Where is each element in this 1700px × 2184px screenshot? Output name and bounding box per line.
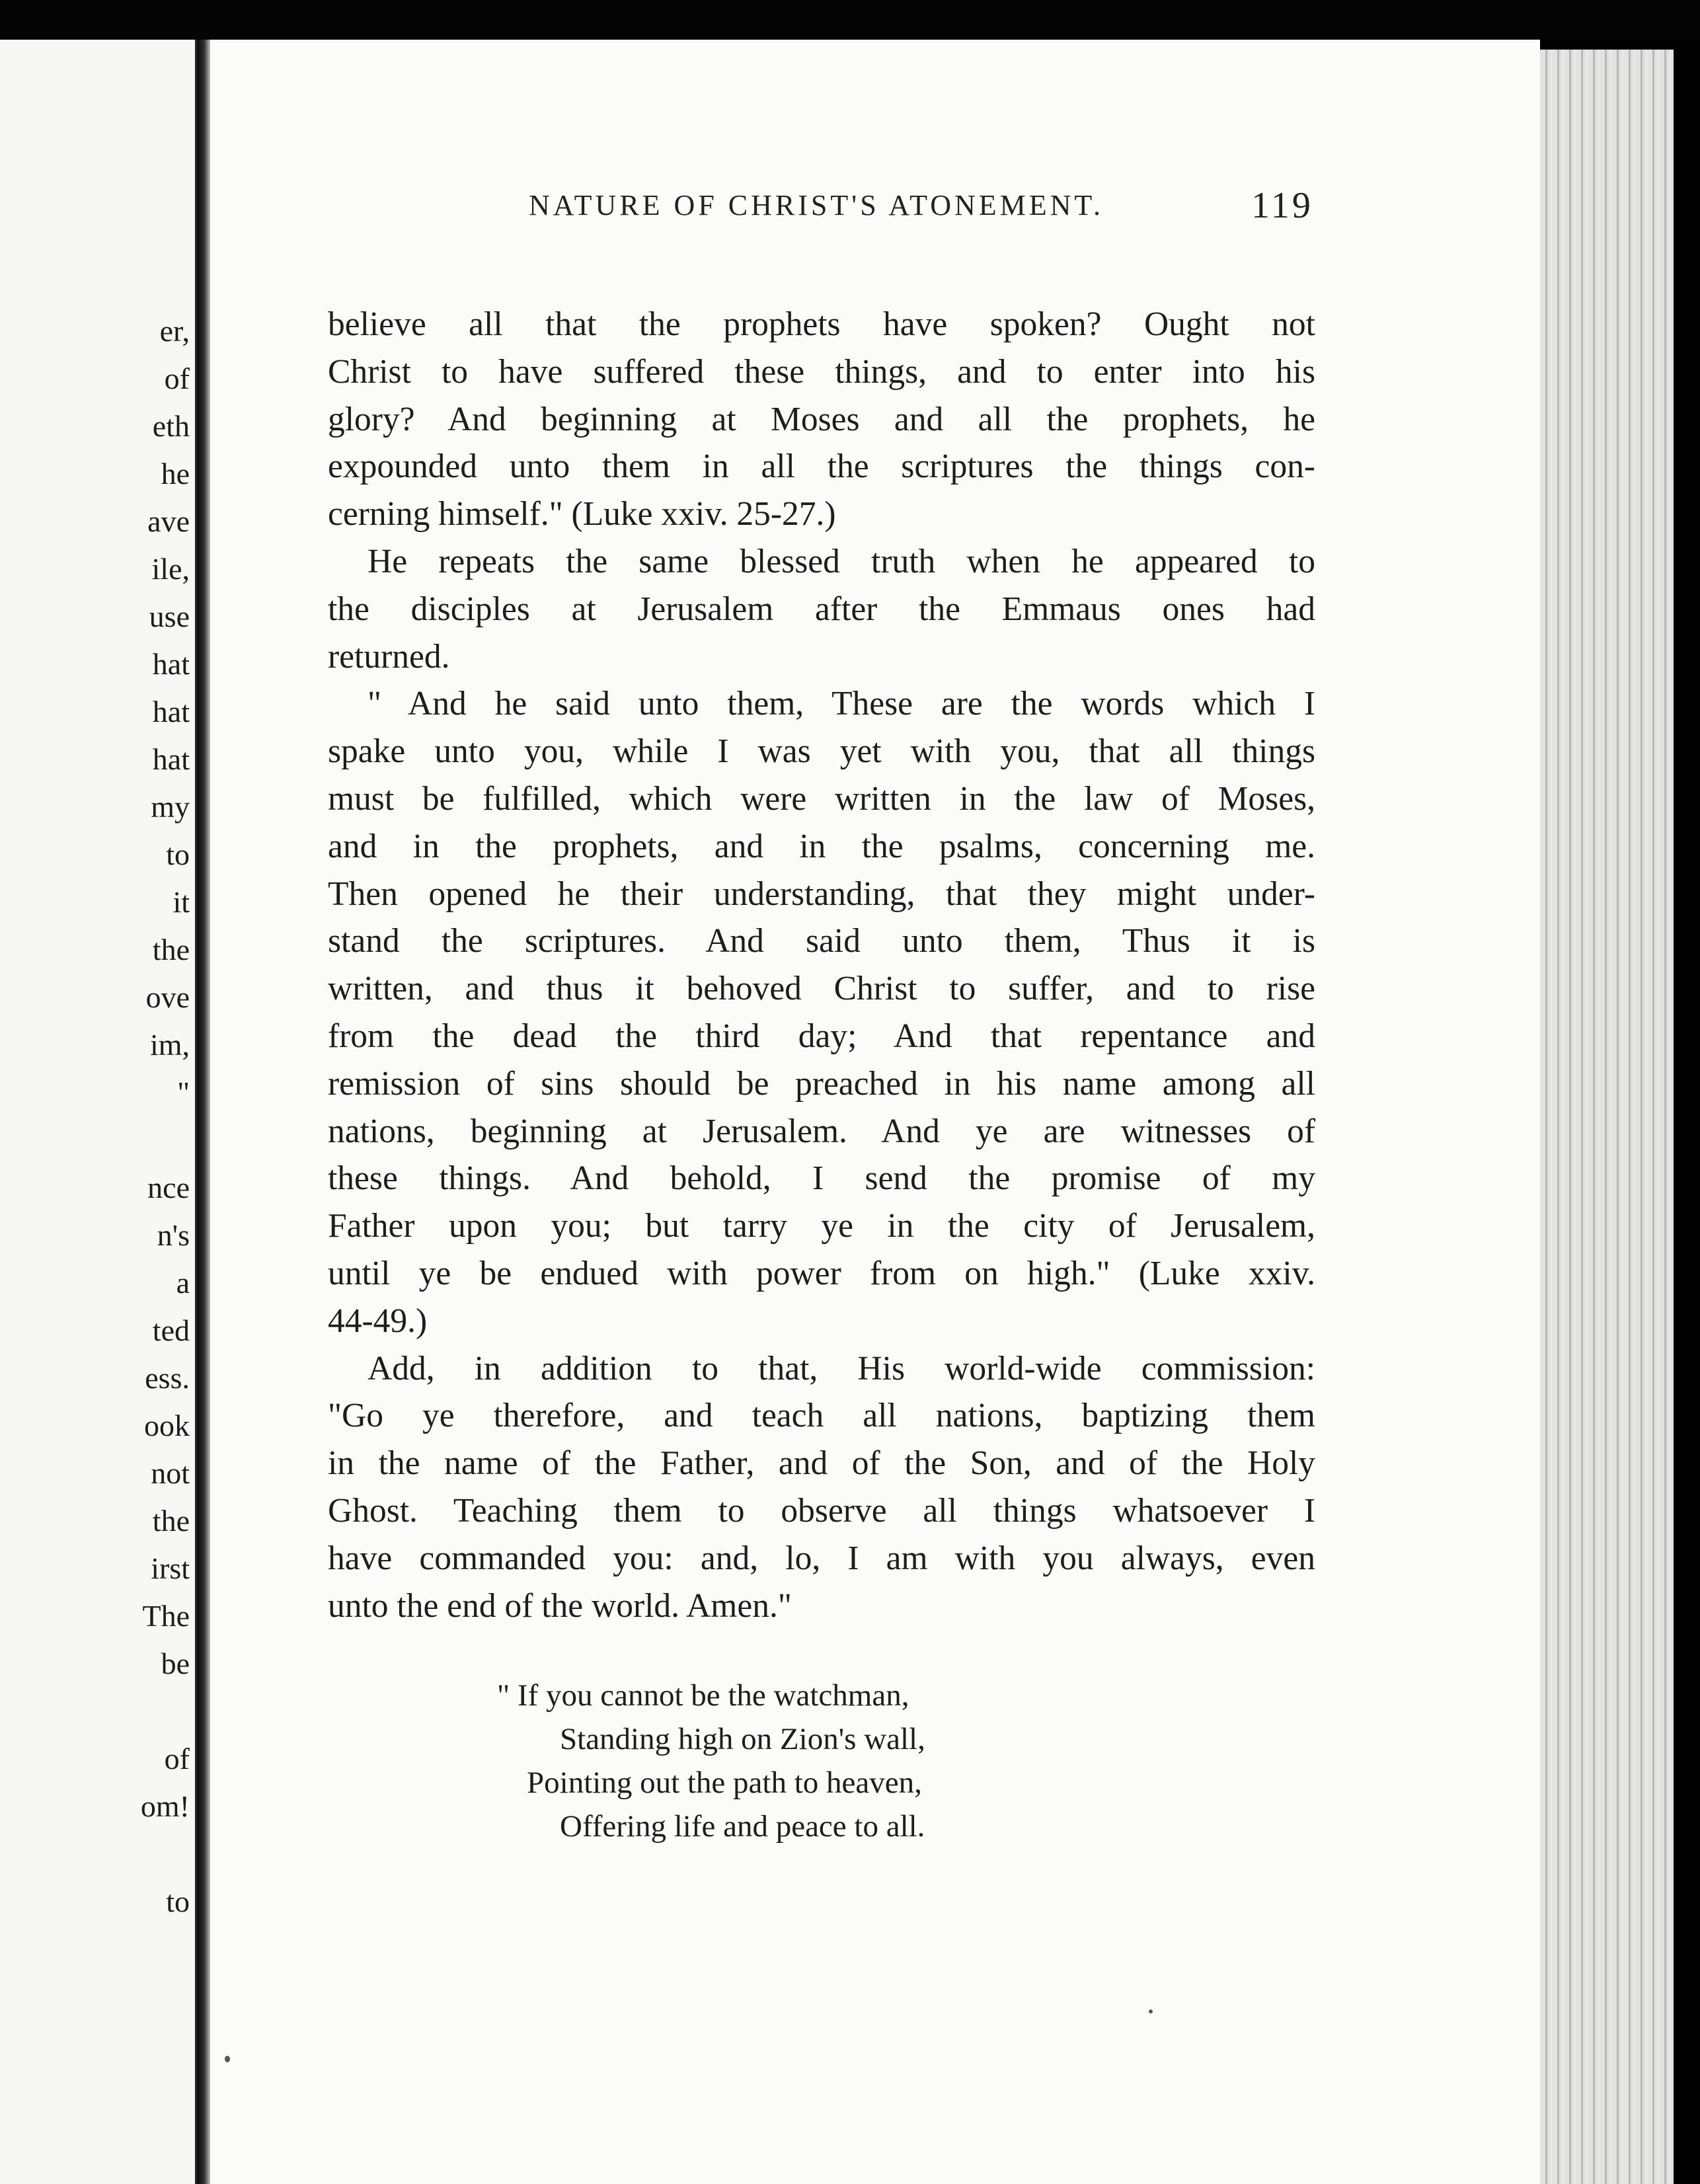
- fragment: hat: [152, 647, 190, 681]
- ink-speck: [1149, 2009, 1153, 2013]
- fragment: be: [161, 1647, 190, 1680]
- text-line: from the dead the third day; And that repentance and: [328, 1017, 1315, 1055]
- book-gutter: [198, 40, 210, 2184]
- fragment: hat: [152, 742, 190, 776]
- page-number: 119: [1251, 185, 1313, 226]
- fragment: ove: [145, 980, 190, 1014]
- fragment: irst: [151, 1551, 190, 1585]
- text-line: and in the prophets, and in the psalms, concerning me.: [328, 827, 1315, 865]
- text-line: cerning himself." (Luke xxiv. 25-27.): [328, 495, 836, 533]
- poem-line: Standing high on Zion's wall,: [560, 1722, 925, 1756]
- paragraph: [328, 680, 1315, 1345]
- fragment: er,: [159, 314, 190, 348]
- text-line: " And he said unto them, These are the words which I: [367, 685, 1315, 723]
- fragment: it: [173, 885, 190, 919]
- text-line: the disciples at Jerusalem after the Emmaus ones had: [328, 590, 1315, 628]
- fragment: the: [152, 933, 190, 966]
- text-line: written, and thus it behoved Christ to suffer, and to rise: [328, 970, 1315, 1008]
- text-line: have commanded you: and, lo, I am with you always, even: [328, 1539, 1315, 1577]
- text-line: glory? And beginning at Moses and all the prophets, he: [328, 400, 1315, 438]
- poem-line: Offering life and peace to all.: [560, 1809, 925, 1844]
- text-line: unto the end of the world. Amen.": [328, 1586, 792, 1625]
- left-page: [0, 40, 198, 2184]
- poem-line: " If you cannot be the watchman,: [497, 1678, 909, 1713]
- text-line: Ghost. Teaching them to observe all things whatsoever I: [328, 1491, 1315, 1530]
- text-line: Father upon you; but tarry ye in the city of Jerusalem,: [328, 1207, 1315, 1245]
- text-line: stand the scriptures. And said unto them, Thus it is: [328, 922, 1315, 960]
- fragment: im,: [149, 1028, 190, 1062]
- fragment: he: [161, 457, 190, 490]
- paragraph: [328, 538, 1315, 680]
- text-line: these things. And behold, I send the promise of my: [328, 1159, 1315, 1198]
- text-line: must be fulfilled, which were written in the law of Moses,: [328, 779, 1315, 818]
- text-line: in the name of the Father, and of the Son, and of the Holy: [328, 1444, 1315, 1483]
- fragment: to: [166, 838, 190, 871]
- poem-line: Pointing out the path to heaven,: [527, 1766, 922, 1800]
- fragment: hat: [152, 695, 190, 728]
- fragment: ook: [144, 1409, 190, 1442]
- paragraph: [328, 301, 1315, 538]
- text-line: expounded unto them in all the scriptures the things con-: [328, 448, 1315, 486]
- running-head-title: NATURE OF CHRIST'S ATONEMENT.: [529, 189, 1104, 221]
- fragment: [18, 1830, 190, 1878]
- text-line: "Go ye therefore, and teach all nations, baptizing them: [328, 1397, 1315, 1435]
- fragment: of: [164, 1742, 190, 1775]
- text-line: believe all that the prophets have spoken? Ought not: [328, 305, 1315, 343]
- text-line: He repeats the same blessed truth when he appeared to: [367, 542, 1315, 580]
- text-line: 44-49.): [328, 1302, 428, 1340]
- fragment: of: [164, 362, 190, 395]
- fragment: ave: [147, 504, 190, 538]
- fragment: use: [149, 600, 190, 633]
- text-line: remission of sins should be preached in his name among all: [328, 1064, 1315, 1103]
- fragment: [18, 1116, 190, 1164]
- fragment: ess.: [145, 1361, 190, 1395]
- fragment: my: [151, 790, 190, 824]
- fragment: ted: [152, 1313, 190, 1347]
- poem: [497, 1674, 1092, 1848]
- fragment: to: [166, 1885, 190, 1918]
- text-line: nations, beginning at Jerusalem. And ye are witnesses of: [328, 1112, 1315, 1150]
- scan-border-top: [0, 0, 1700, 40]
- body-text: [328, 301, 1315, 1629]
- ink-speck: [225, 2056, 230, 2062]
- text-line: until ye be endued with power from on high." (Luke xxiv.: [328, 1254, 1315, 1292]
- fragment: [18, 1688, 190, 1735]
- text-line: Then opened he their understanding, that they might under-: [328, 875, 1315, 913]
- fragment: eth: [152, 409, 190, 443]
- text-line: returned.: [328, 637, 450, 676]
- fragment: ": [177, 1075, 190, 1109]
- paragraph: [328, 1345, 1315, 1630]
- fragment: the: [152, 1504, 190, 1538]
- text-line: spake unto you, while I was yet with you, that all things: [328, 732, 1315, 771]
- fragment: a: [176, 1266, 190, 1300]
- text-line: Christ to have suffered these things, and to enter into his: [328, 352, 1315, 391]
- fragment: om!: [140, 1789, 190, 1823]
- text-line: Add, in addition to that, His world-wide commission:: [367, 1349, 1315, 1387]
- page-edge-stack: [1540, 50, 1700, 2184]
- fragment: ile,: [151, 552, 190, 586]
- fragment: The: [142, 1599, 190, 1633]
- left-page-text-fragments: [18, 40, 190, 1926]
- fragment: n's: [157, 1218, 190, 1252]
- fragment: not: [151, 1456, 190, 1490]
- fragment: nce: [147, 1171, 190, 1204]
